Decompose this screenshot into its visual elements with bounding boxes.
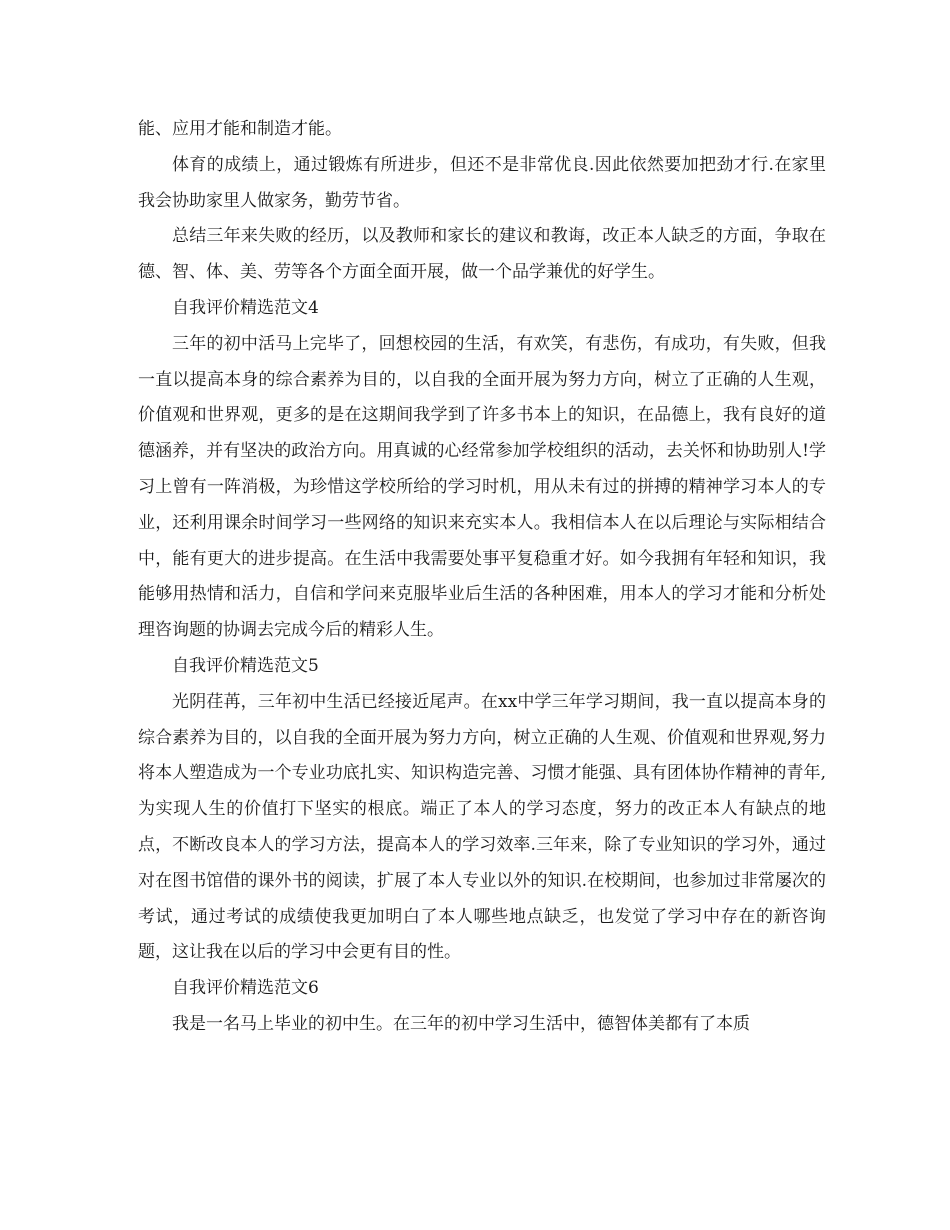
paragraph-5: 光阴荏苒，三年初中生活已经接近尾声。在xx中学三年学习期间，我一直以提高本身的综合素养为目的，以自我的全面开展为努力方向，树立正确的人生观、价值观和世界观,努力将本人塑造成为一个专业功底扎实、知识构造完善、习惯才能强、具有团体协作精神的青年,为实现人生的价值打下坚实的根底。端正了本人的学习态度，努力的改正本人有缺点的地点，不断改良本人的学习方法，提高本人的学习效率.三年来，除了专业知识的学习外，通过对在图书馆借的课外书的阅读，扩展了本人专业以外的知识.在校期间，也参加过非常屡次的考试，通过考试的成绩使我更加明白了本人哪些地点缺乏，也发觉了学习中存在的新咨询题，这让我在以后的学习中会更有目的性。 xyxy=(138,691,826,963)
paragraph-2: 体育的成绩上，通过锻炼有所进步，但还不是非常优良.因此依然要加把劲才行.在家里我会协助家里人做家务，勤劳节省。 xyxy=(138,154,826,211)
paragraph-1: 能、应用才能和制造才能。 xyxy=(138,119,342,139)
section-heading-4: 自我评价精选范文4 xyxy=(172,297,319,318)
paragraph-6: 我是一名马上毕业的初中生。在三年的初中学习生活中，德智体美都有了本质 xyxy=(172,1013,750,1034)
section-heading-5: 自我评价精选范文5 xyxy=(172,655,319,676)
paragraph-4: 三年的初中活马上完毕了，回想校园的生活，有欢笑，有悲伤，有成功，有失败，但我一直以提高本身的综合素养为目的，以自我的全面开展为努力方向，树立了正确的人生观，价值观和世界观，更多的是在这期间我学到了许多书本上的知识，在品德上，我有良好的道德涵养，并有坚决的政治方向。用真诚的心经常参加学校组织的活动，去关怀和协助别人!学习上曾有一阵消极，为珍惜这学校所给的学习时机，用从未有过的拼搏的精神学习本人的专业，还利用课余时间学习一些网络的知识来充实本人。我相信本人在以后理论与实际相结合中，能有更大的进步提高。在生活中我需要处事平复稳重才好。如今我拥有年轻和知识，我能够用热情和活力，自信和学问来克服毕业后生活的各种困难，用本人的学习才能和分析处理咨询题的协调去完成今后的精彩人生。 xyxy=(138,333,826,641)
document-body xyxy=(138,112,826,1043)
section-heading-6: 自我评价精选范文6 xyxy=(172,978,319,999)
paragraph-3: 总结三年来失败的经历，以及教师和家长的建议和教诲，改正本人缺乏的方面，争取在德、智、体、美、劳等各个方面全面开展，做一个品学兼优的好学生。 xyxy=(138,226,826,283)
